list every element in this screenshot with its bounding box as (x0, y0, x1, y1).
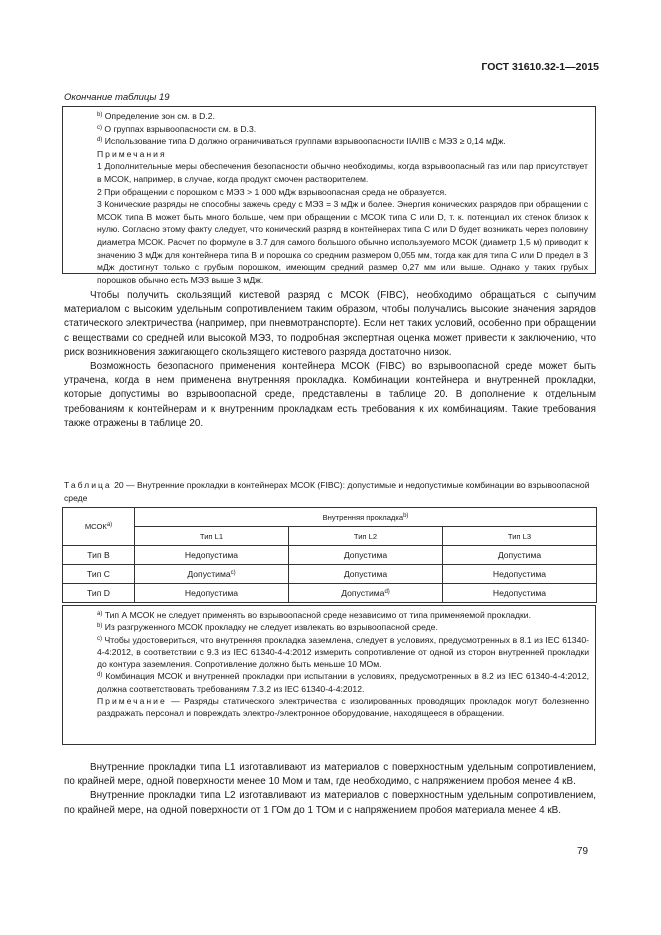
note-1: 1 Дополнительные меры обеспечения безопасности обычно необходимы, когда взрывоопасный газ или пар присутствует в МСОК, например, в случае, когда продукт смочен растворителем. (97, 161, 588, 184)
table-row: Тип С Допустима$^{c)}$ Допустима Недопустима (63, 565, 597, 584)
table20 (62, 507, 597, 603)
sub-header-l3: Тип L3 (443, 527, 597, 546)
sub-header-l2: Тип L2 (289, 527, 443, 546)
paragraph-fibc-liner: Возможность безопасного применения контейнера МСОК (FIBC) во взрывоопасной среде может быть утрачена, когда в нем применена внутренняя прокладка. Комбинации контейнера и внутренней прокладки, которые допустимы во взрывоопасной среде, представлены в таблице 20. В дополнение к отдельным требованиям к контейнерам и к внутренним прокладкам есть требования к их комбинациям. Такие требования также отражены в таблице 20. (64, 361, 596, 429)
paragraph-liner-l2: Внутренние прокладки типа L2 изготавливают из материалов с поверхностным удельным сопротивлением, по крайней мере, на одной поверхности от 1 ГОм до 1 ТОм и с напряжением пробоя материала менее 4 кВ. (64, 790, 596, 816)
footnote-d: $^{d)}$ Использование типа D должно ограничиваться группами взрывоопасности IIA/IIB с МЭЗ ≥ 0,14 мДж. (97, 136, 506, 147)
footnote-a: $^{a)}$ Тип А МСОК не следует применять во взрывоопасной среде независимо от типа применяемой прокладки. (97, 610, 531, 620)
col-header-mcok: МСОК$^{a)}$ (63, 508, 135, 546)
footnote-c: $^{c)}$ О группах взрывоопасности см. в D.3. (97, 123, 257, 134)
table19-end-caption: Окончание таблицы 19 (64, 92, 170, 103)
footnote-b: $^{b)}$ Определение зон см. в D.2. (97, 111, 215, 121)
paragraph-fibc-discharge: Чтобы получить скользящий кистевой разряд с МСОК (FIBC), необходимо обращаться с сыпучим материалом с высоким удельным сопротивлением таким образом, чтобы получались высокие значения зарядов статического электричества (например, при пневмотранспорте). Если нет таких условий, особенно при обращении с веществами со средней или высокой МЭЗ, то подробная экспертная оценка может привести к заключению, что риск возникновения зажигающего скользящего кистевого разряда достаточно низок. (64, 290, 596, 358)
notes-title: Примечания (97, 148, 167, 159)
footnote-d: $^{d)}$ Комбинация МСОК и внутренней прокладки при испытании в условиях, предусмотренных в 8.2 из IEC 61340-4-4:2012, должна соответствовать требованиям 7.3.2 из IEC 61340-4-4:2012. (97, 671, 589, 694)
body-text-2 (64, 761, 596, 818)
table20-caption: Таблица 20 — Внутренние прокладки в контейнерах МСОК (FIBC): допустимые и недопустимые комбинации во взрывоопасной среде (64, 480, 590, 503)
paragraph-liner-l1: Внутренние прокладки типа L1 изготавливают из материалов с поверхностным удельным сопротивлением, по крайней мере, одной поверхности менее 10 Мом и там, где необходимо, с напряжением пробоя менее 4 кВ. (64, 762, 596, 788)
table-row: Тип В Недопустима Допустима Допустима (63, 546, 597, 565)
footnote-b: $^{b)}$ Из разгруженного МСОК прокладку не следует извлекать во взрывоопасной среде. (97, 622, 438, 633)
table-row: Тип D Недопустима Допустима$^{d)}$ Недопустима (63, 584, 597, 603)
document-header: ГОСТ 31610.32-1—2015 (481, 61, 599, 73)
sub-header-l1: Тип L1 (135, 527, 289, 546)
note-2: 2 При обращении с порошком с МЭЗ > 1 000 мДж взрывоопасная среда не образуется. (97, 186, 447, 197)
body-text-1 (64, 289, 596, 431)
page-number: 79 (577, 846, 588, 857)
table20-note: Примечание — Разряды статического электричества с изолированных проводящих прокладок могут болезненно раздражать персонал и повреждать электро-/электронное оборудование, находящееся в обращении. (97, 696, 589, 719)
col-header-liner: Внутренняя прокладка$^{b)}$ (135, 508, 597, 527)
footnote-c: $^{c)}$ Чтобы удостовериться, что внутренняя прокладка заземлена, следует в условиях, предусмотренных в 8.1 из IEC 61340-4-4:2012, в соответствии с 9.3 из IEC 61340-4-4:2012 измерить сопротивление от одной из сторон внутренней прокладки до контура заземления. Сопротивление должно быть меньше 10 МОм. (97, 634, 590, 670)
note-3: 3 Конические разряды не способны зажечь среду с МЭЗ = 3 мДж и более. Энергия конических разрядов при обращении с МСОК типа В может быть много больше, чем при обращении с МСОК типа С или D, т. к. потенциал их стенок близок к нулю. Согласно этому факту следует, что конический разряд в контейнерах типа С или D будет возникать через половину диаметра МСОК. Расчет по формуле в 3.7 для самого большого обычно используемого МСОК (диаметр 1,5 м) приводит к значению 3 мДж для контейнера типа В и порошка со средним размером 0,055 мм, тогда как для типа С или D предел в 3 мДж достигнут только с грубым порошком, имеющим средний размер 0,27 мм или выше. Однако у таких грубых порошков обычно есть МЭЗ выше 3 мДж. (97, 199, 588, 285)
table19-notes-box (62, 106, 596, 285)
table20-notes-box (62, 605, 596, 745)
